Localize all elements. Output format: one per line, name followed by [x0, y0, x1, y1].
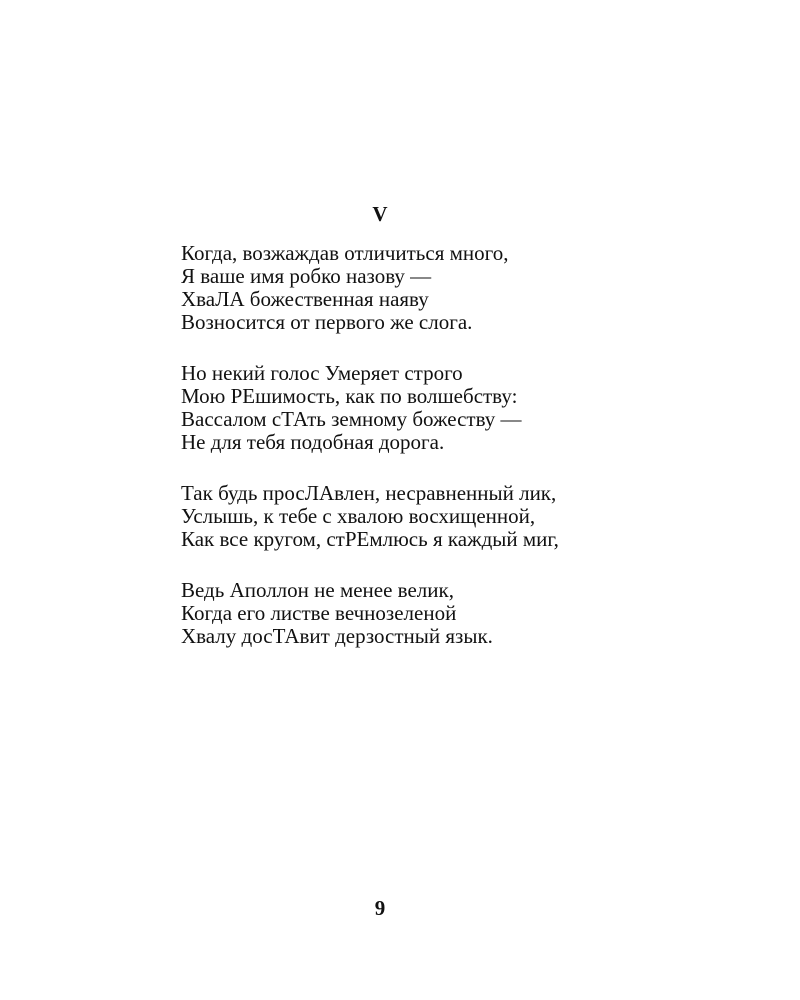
poem-line: Как все кругом, стРЕмлюсь я каждый миг, — [181, 527, 559, 551]
poem-body — [181, 242, 761, 676]
poem-line: ХваЛА божественная наяву — [181, 287, 429, 311]
poem-line: Но некий голос Умеряет строго — [181, 361, 463, 385]
stanza-4 — [181, 579, 761, 648]
poem-line: Вассалом сТАть земному божеству — — [181, 407, 522, 431]
stanza-1 — [181, 242, 761, 334]
stanza-3 — [181, 482, 761, 551]
poem-line: Когда его листве вечнозеленой — [181, 601, 457, 625]
poem-line: Я ваше имя робко назову — — [181, 264, 432, 288]
page-number: 9 — [374, 896, 386, 920]
poem-line: Хвалу досТАвит дерзостный язык. — [181, 624, 493, 648]
poem-line: Возносится от первого же слога. — [181, 310, 473, 334]
poem-title: V — [372, 202, 388, 226]
stanza-2 — [181, 362, 761, 454]
poem-line: Когда, возжаждав отличиться много, — [181, 241, 509, 265]
poem-line: Ведь Аполлон не менее велик, — [181, 578, 454, 602]
poem-line: Мою РЕшимость, как по волшебству: — [181, 384, 518, 408]
poem-line: Так будь просЛАвлен, несравненный лик, — [181, 481, 557, 505]
poem-line: Не для тебя подобная дорога. — [181, 430, 445, 454]
poem-line: Услышь, к тебе с хвалою восхищенной, — [181, 504, 536, 528]
